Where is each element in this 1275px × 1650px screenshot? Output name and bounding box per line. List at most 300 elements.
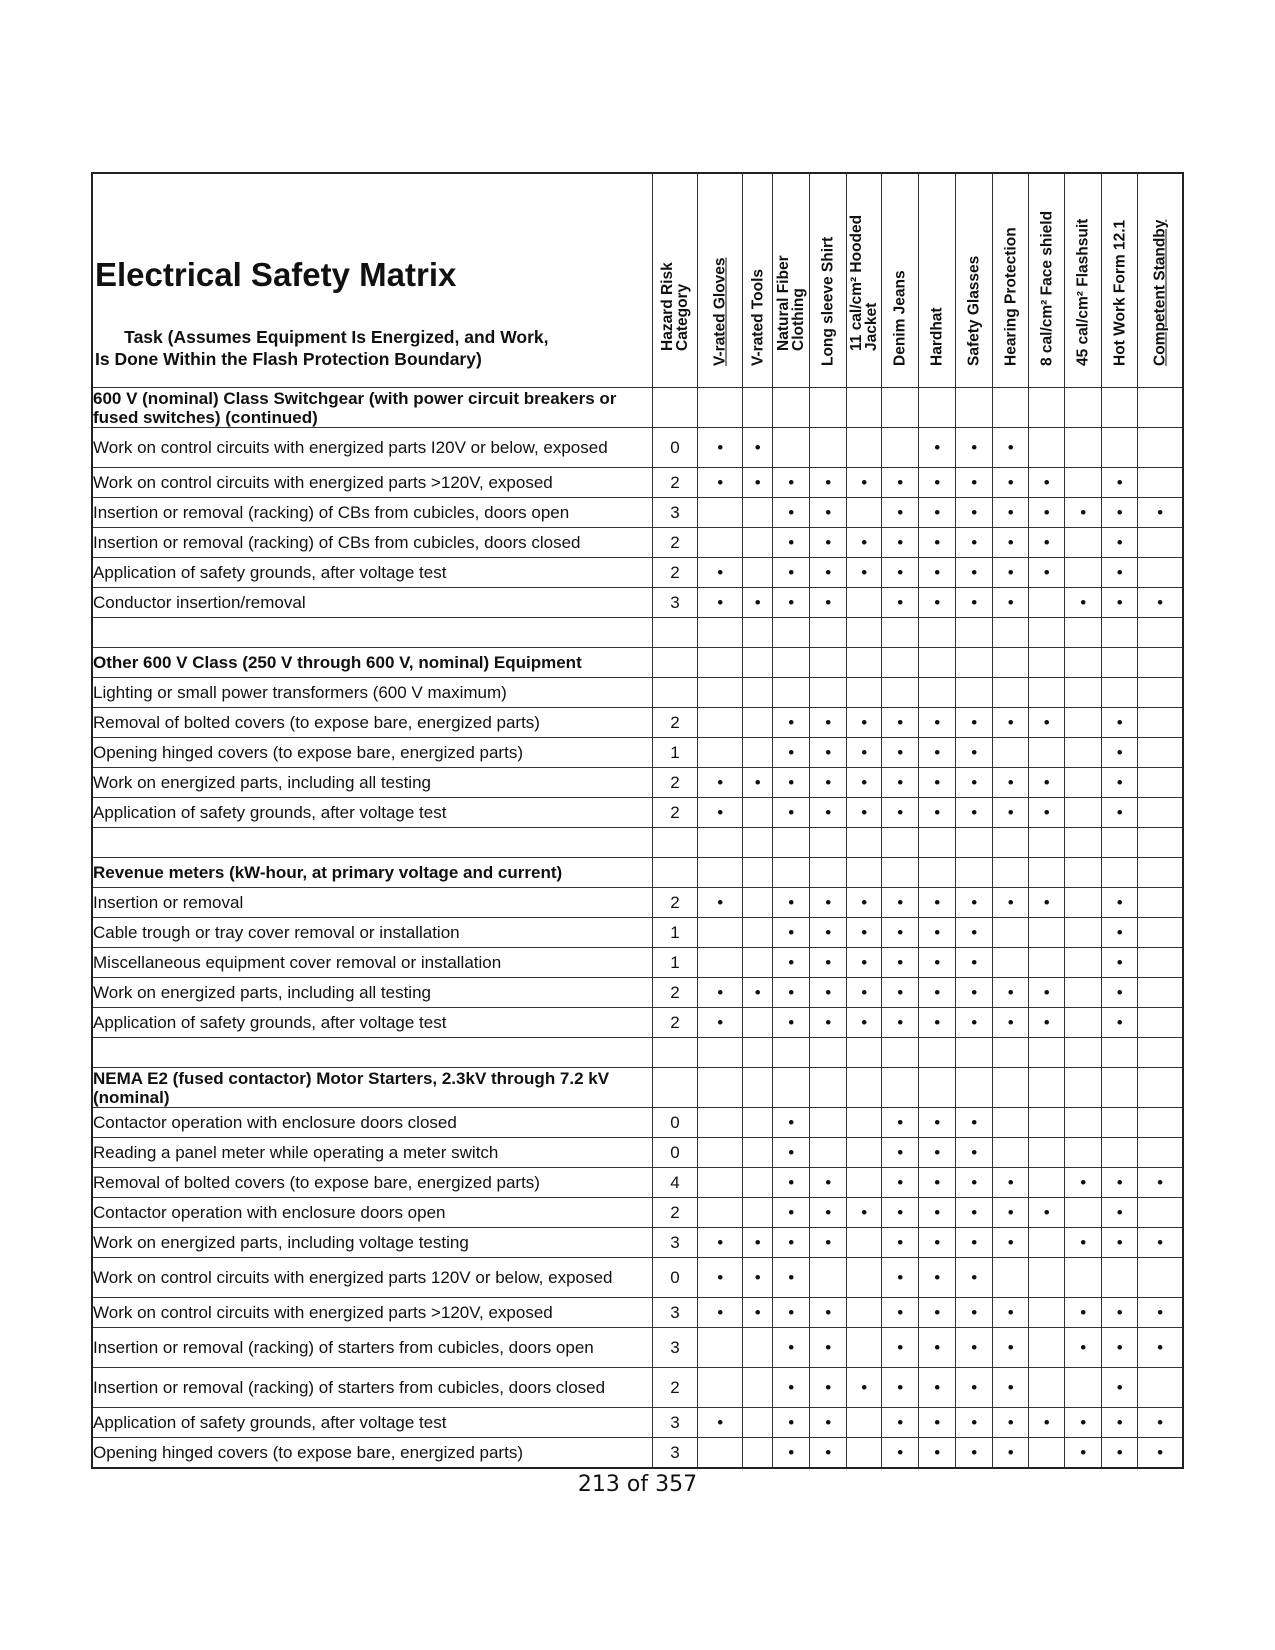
required-mark: •: [993, 558, 1029, 588]
task-cell: Lighting or small power transformers (600 V maximum): [92, 678, 652, 708]
empty-cell: [847, 1038, 882, 1068]
empty-cell: [743, 918, 773, 948]
empty-cell: [1102, 1258, 1138, 1298]
task-cell: Work on control circuits with energized parts 120V or below, exposed: [92, 1258, 652, 1298]
empty-cell: [1065, 798, 1102, 828]
empty-cell: [743, 1108, 773, 1138]
empty-cell: [993, 648, 1029, 678]
empty-cell: [1138, 858, 1183, 888]
required-mark: •: [1065, 1168, 1102, 1198]
empty-cell: [810, 858, 847, 888]
empty-cell: [810, 388, 847, 428]
section-row: [92, 858, 1183, 888]
risk-category-cell: 3: [652, 498, 697, 528]
required-mark: •: [847, 978, 882, 1008]
task-cell: Insertion or removal (racking) of starters from cubicles, doors closed: [92, 1368, 652, 1408]
required-mark: •: [919, 1368, 956, 1408]
required-mark: •: [1029, 798, 1065, 828]
empty-cell: [1029, 588, 1065, 618]
required-mark: •: [882, 1228, 919, 1258]
required-mark: •: [919, 468, 956, 498]
required-mark: •: [919, 798, 956, 828]
risk-category-cell: 3: [652, 588, 697, 618]
spacer-row: [92, 828, 1183, 858]
empty-cell: [1065, 1068, 1102, 1108]
empty-cell: [1138, 1368, 1183, 1408]
empty-cell: [1138, 528, 1183, 558]
required-mark: •: [1029, 528, 1065, 558]
required-mark: •: [956, 948, 993, 978]
required-mark: •: [847, 468, 882, 498]
empty-cell: [773, 828, 810, 858]
required-mark: •: [919, 888, 956, 918]
empty-cell: [1102, 1068, 1138, 1108]
required-mark: •: [1029, 558, 1065, 588]
task-cell: Insertion or removal (racking) of starters from cubicles, doors open: [92, 1328, 652, 1368]
required-mark: •: [956, 1008, 993, 1038]
required-mark: •: [919, 1108, 956, 1138]
risk-category-cell: [652, 858, 697, 888]
required-mark: •: [1102, 978, 1138, 1008]
empty-cell: [743, 1168, 773, 1198]
risk-category-cell: 2: [652, 1198, 697, 1228]
risk-category-cell: [652, 388, 697, 428]
required-mark: •: [956, 1138, 993, 1168]
required-mark: •: [1102, 738, 1138, 768]
empty-cell: [993, 948, 1029, 978]
required-mark: •: [810, 708, 847, 738]
empty-cell: [1065, 1138, 1102, 1168]
required-mark: •: [882, 768, 919, 798]
empty-cell: [1029, 1328, 1065, 1368]
required-mark: •: [773, 888, 810, 918]
required-mark: •: [956, 1298, 993, 1328]
empty-cell: [743, 388, 773, 428]
empty-cell: [743, 1438, 773, 1469]
required-mark: •: [993, 708, 1029, 738]
task-cell: Cable trough or tray cover removal or installation: [92, 918, 652, 948]
required-mark: •: [1102, 1198, 1138, 1228]
required-mark: •: [882, 1298, 919, 1328]
required-mark: •: [956, 1108, 993, 1138]
empty-cell: [1138, 618, 1183, 648]
column-header: [919, 173, 956, 388]
required-mark: •: [882, 1198, 919, 1228]
empty-cell: [1065, 1038, 1102, 1068]
table-row: [92, 1328, 1183, 1368]
empty-cell: [773, 618, 810, 648]
required-mark: •: [919, 768, 956, 798]
risk-category-cell: [652, 1038, 697, 1068]
empty-cell: [1138, 708, 1183, 738]
task-cell: Conductor insertion/removal: [92, 588, 652, 618]
table-row: [92, 1408, 1183, 1438]
required-mark: •: [773, 1198, 810, 1228]
required-mark: •: [1102, 1168, 1138, 1198]
required-mark: •: [956, 1368, 993, 1408]
required-mark: •: [993, 1408, 1029, 1438]
required-mark: •: [773, 798, 810, 828]
risk-category-cell: 1: [652, 918, 697, 948]
required-mark: •: [919, 498, 956, 528]
risk-category-cell: 1: [652, 948, 697, 978]
required-mark: •: [1065, 588, 1102, 618]
empty-cell: [810, 1038, 847, 1068]
required-mark: •: [956, 1258, 993, 1298]
empty-cell: [773, 648, 810, 678]
required-mark: •: [1029, 978, 1065, 1008]
required-mark: •: [956, 738, 993, 768]
risk-category-cell: 2: [652, 708, 697, 738]
required-mark: •: [1102, 1368, 1138, 1408]
required-mark: •: [956, 528, 993, 558]
required-mark: •: [1102, 588, 1138, 618]
required-mark: •: [882, 1138, 919, 1168]
empty-cell: [1138, 1008, 1183, 1038]
empty-cell: [743, 1198, 773, 1228]
required-mark: •: [773, 1298, 810, 1328]
empty-cell: [698, 528, 743, 558]
empty-cell: [1029, 738, 1065, 768]
empty-cell: [1138, 388, 1183, 428]
task-cell: [92, 828, 652, 858]
empty-cell: [1138, 1138, 1183, 1168]
empty-cell: [847, 1298, 882, 1328]
required-mark: •: [1102, 948, 1138, 978]
required-mark: •: [993, 1298, 1029, 1328]
required-mark: •: [810, 1298, 847, 1328]
required-mark: •: [810, 978, 847, 1008]
empty-cell: [743, 948, 773, 978]
required-mark: •: [698, 1228, 743, 1258]
required-mark: •: [773, 468, 810, 498]
required-mark: •: [882, 888, 919, 918]
empty-cell: [847, 678, 882, 708]
empty-cell: [1029, 1258, 1065, 1298]
required-mark: •: [919, 428, 956, 468]
empty-cell: [882, 858, 919, 888]
empty-cell: [847, 828, 882, 858]
required-mark: •: [1065, 1228, 1102, 1258]
required-mark: •: [810, 498, 847, 528]
empty-cell: [743, 648, 773, 678]
required-mark: •: [1138, 1438, 1183, 1469]
empty-cell: [1065, 1008, 1102, 1038]
required-mark: •: [956, 918, 993, 948]
required-mark: •: [847, 1198, 882, 1228]
risk-category-cell: 2: [652, 528, 697, 558]
required-mark: •: [847, 528, 882, 558]
empty-cell: [882, 388, 919, 428]
empty-cell: [743, 708, 773, 738]
column-header-label: V-rated Gloves: [711, 257, 729, 366]
empty-cell: [847, 648, 882, 678]
required-mark: •: [882, 1258, 919, 1298]
required-mark: •: [698, 1298, 743, 1328]
table-row: [92, 708, 1183, 738]
column-header: [1029, 173, 1065, 388]
required-mark: •: [993, 978, 1029, 1008]
required-mark: •: [993, 1328, 1029, 1368]
table-row: [92, 1298, 1183, 1328]
required-mark: •: [810, 738, 847, 768]
empty-cell: [1138, 828, 1183, 858]
required-mark: •: [698, 588, 743, 618]
required-mark: •: [919, 1228, 956, 1258]
required-mark: •: [698, 1258, 743, 1298]
empty-cell: [743, 498, 773, 528]
empty-cell: [1029, 1138, 1065, 1168]
required-mark: •: [1029, 1198, 1065, 1228]
empty-cell: [993, 618, 1029, 648]
required-mark: •: [882, 1008, 919, 1038]
empty-cell: [1065, 618, 1102, 648]
empty-cell: [743, 828, 773, 858]
column-header: [956, 173, 993, 388]
empty-cell: [1065, 828, 1102, 858]
required-mark: •: [919, 1258, 956, 1298]
required-mark: •: [698, 798, 743, 828]
required-mark: •: [1102, 558, 1138, 588]
risk-category-cell: 2: [652, 798, 697, 828]
empty-cell: [698, 1038, 743, 1068]
column-header: [652, 173, 697, 388]
required-mark: •: [810, 1198, 847, 1228]
empty-cell: [1065, 678, 1102, 708]
empty-cell: [1029, 428, 1065, 468]
required-mark: •: [773, 918, 810, 948]
required-mark: •: [773, 1228, 810, 1258]
task-cell: Insertion or removal: [92, 888, 652, 918]
required-mark: •: [773, 1138, 810, 1168]
required-mark: •: [847, 768, 882, 798]
required-mark: •: [743, 978, 773, 1008]
empty-cell: [1029, 1228, 1065, 1258]
empty-cell: [1102, 1108, 1138, 1138]
required-mark: •: [1102, 468, 1138, 498]
empty-cell: [743, 528, 773, 558]
table-row: [92, 498, 1183, 528]
required-mark: •: [743, 1298, 773, 1328]
required-mark: •: [847, 948, 882, 978]
empty-cell: [847, 1108, 882, 1138]
table-row: [92, 1228, 1183, 1258]
empty-cell: [810, 1108, 847, 1138]
empty-cell: [1029, 828, 1065, 858]
required-mark: •: [882, 468, 919, 498]
empty-cell: [698, 948, 743, 978]
section-row: [92, 1068, 1183, 1108]
empty-cell: [810, 428, 847, 468]
required-mark: •: [1138, 1408, 1183, 1438]
required-mark: •: [810, 558, 847, 588]
required-mark: •: [882, 948, 919, 978]
column-header-label: Hearing Protection: [1002, 227, 1020, 366]
empty-cell: [1065, 888, 1102, 918]
empty-cell: [956, 828, 993, 858]
required-mark: •: [919, 1138, 956, 1168]
risk-category-cell: 3: [652, 1228, 697, 1258]
risk-category-cell: [652, 618, 697, 648]
required-mark: •: [1102, 768, 1138, 798]
empty-cell: [1029, 858, 1065, 888]
risk-category-cell: 4: [652, 1168, 697, 1198]
task-cell: Work on energized parts, including voltage testing: [92, 1228, 652, 1258]
empty-cell: [698, 1068, 743, 1108]
empty-cell: [847, 858, 882, 888]
empty-cell: [1065, 738, 1102, 768]
required-mark: •: [847, 708, 882, 738]
empty-cell: [847, 428, 882, 468]
required-mark: •: [810, 1008, 847, 1038]
empty-cell: [1138, 978, 1183, 1008]
empty-cell: [1065, 468, 1102, 498]
required-mark: •: [810, 888, 847, 918]
risk-category-cell: 3: [652, 1298, 697, 1328]
empty-cell: [1065, 528, 1102, 558]
empty-cell: [773, 388, 810, 428]
table-row: [92, 738, 1183, 768]
empty-cell: [847, 498, 882, 528]
required-mark: •: [810, 1408, 847, 1438]
required-mark: •: [919, 1408, 956, 1438]
risk-category-cell: [652, 1068, 697, 1108]
task-cell: Application of safety grounds, after voltage test: [92, 798, 652, 828]
required-mark: •: [1029, 1408, 1065, 1438]
task-cell: Insertion or removal (racking) of CBs from cubicles, doors open: [92, 498, 652, 528]
required-mark: •: [1102, 918, 1138, 948]
required-mark: •: [919, 918, 956, 948]
required-mark: •: [919, 1298, 956, 1328]
required-mark: •: [956, 1228, 993, 1258]
spacer-row: [92, 618, 1183, 648]
column-header-label: Safety Glasses: [965, 255, 983, 366]
task-cell: [92, 618, 652, 648]
empty-cell: [847, 618, 882, 648]
empty-cell: [1138, 948, 1183, 978]
required-mark: •: [956, 978, 993, 1008]
section-heading: Revenue meters (kW-hour, at primary voltage and current): [92, 858, 652, 888]
required-mark: •: [919, 1438, 956, 1469]
required-mark: •: [743, 1228, 773, 1258]
empty-cell: [993, 1138, 1029, 1168]
empty-cell: [743, 1138, 773, 1168]
empty-cell: [743, 858, 773, 888]
empty-cell: [698, 1368, 743, 1408]
empty-cell: [1138, 798, 1183, 828]
spacer-row: [92, 1038, 1183, 1068]
empty-cell: [847, 1328, 882, 1368]
empty-cell: [698, 618, 743, 648]
table-row: [92, 798, 1183, 828]
required-mark: •: [956, 498, 993, 528]
task-cell: Application of safety grounds, after voltage test: [92, 1008, 652, 1038]
empty-cell: [919, 648, 956, 678]
risk-category-cell: 0: [652, 428, 697, 468]
required-mark: •: [1065, 1408, 1102, 1438]
column-header-label: Denim Jeans: [891, 270, 909, 366]
risk-category-cell: [652, 678, 697, 708]
empty-cell: [1138, 918, 1183, 948]
column-header-label: Hot Work Form 12.1: [1111, 219, 1129, 366]
page-number: 213 of 357: [577, 1472, 698, 1497]
risk-category-cell: 2: [652, 468, 697, 498]
required-mark: •: [1102, 1438, 1138, 1469]
required-mark: •: [743, 468, 773, 498]
empty-cell: [1065, 708, 1102, 738]
required-mark: •: [993, 798, 1029, 828]
empty-cell: [698, 1328, 743, 1368]
column-header: [1138, 173, 1183, 388]
required-mark: •: [882, 588, 919, 618]
task-cell: Work on control circuits with energized parts >120V, exposed: [92, 1298, 652, 1328]
empty-cell: [1029, 388, 1065, 428]
task-cell: Opening hinged covers (to expose bare, energized parts): [92, 738, 652, 768]
required-mark: •: [847, 918, 882, 948]
empty-cell: [1138, 1068, 1183, 1108]
required-mark: •: [882, 1168, 919, 1198]
empty-cell: [1065, 918, 1102, 948]
empty-cell: [810, 1068, 847, 1108]
required-mark: •: [956, 558, 993, 588]
required-mark: •: [956, 708, 993, 738]
empty-cell: [847, 1438, 882, 1469]
required-mark: •: [882, 528, 919, 558]
empty-cell: [847, 1138, 882, 1168]
empty-cell: [882, 618, 919, 648]
section-heading: Other 600 V Class (250 V through 600 V, nominal) Equipment: [92, 648, 652, 678]
required-mark: •: [882, 738, 919, 768]
required-mark: •: [810, 1368, 847, 1408]
empty-cell: [743, 1328, 773, 1368]
empty-cell: [698, 738, 743, 768]
table-row: [92, 428, 1183, 468]
risk-category-cell: 0: [652, 1138, 697, 1168]
empty-cell: [993, 1068, 1029, 1108]
empty-cell: [993, 918, 1029, 948]
column-header-label: Hazard Risk Category: [659, 262, 692, 351]
required-mark: •: [993, 768, 1029, 798]
empty-cell: [919, 1038, 956, 1068]
required-mark: •: [882, 1438, 919, 1469]
required-mark: •: [773, 558, 810, 588]
required-mark: •: [773, 1258, 810, 1298]
empty-cell: [1065, 978, 1102, 1008]
required-mark: •: [1138, 1328, 1183, 1368]
empty-cell: [698, 678, 743, 708]
empty-cell: [1102, 858, 1138, 888]
required-mark: •: [773, 708, 810, 738]
table-row: [92, 1108, 1183, 1138]
risk-category-cell: 3: [652, 1438, 697, 1469]
required-mark: •: [810, 1168, 847, 1198]
required-mark: •: [882, 1368, 919, 1408]
risk-category-cell: 0: [652, 1108, 697, 1138]
risk-category-cell: 1: [652, 738, 697, 768]
required-mark: •: [743, 1258, 773, 1298]
required-mark: •: [773, 588, 810, 618]
empty-cell: [698, 858, 743, 888]
empty-cell: [1065, 558, 1102, 588]
required-mark: •: [1102, 1408, 1138, 1438]
empty-cell: [1029, 1168, 1065, 1198]
empty-cell: [1065, 858, 1102, 888]
column-header-label: Natural Fiber Clothing: [775, 255, 808, 351]
required-mark: •: [919, 1328, 956, 1368]
column-header: [882, 173, 919, 388]
task-cell: Work on energized parts, including all testing: [92, 768, 652, 798]
required-mark: •: [1065, 1438, 1102, 1469]
